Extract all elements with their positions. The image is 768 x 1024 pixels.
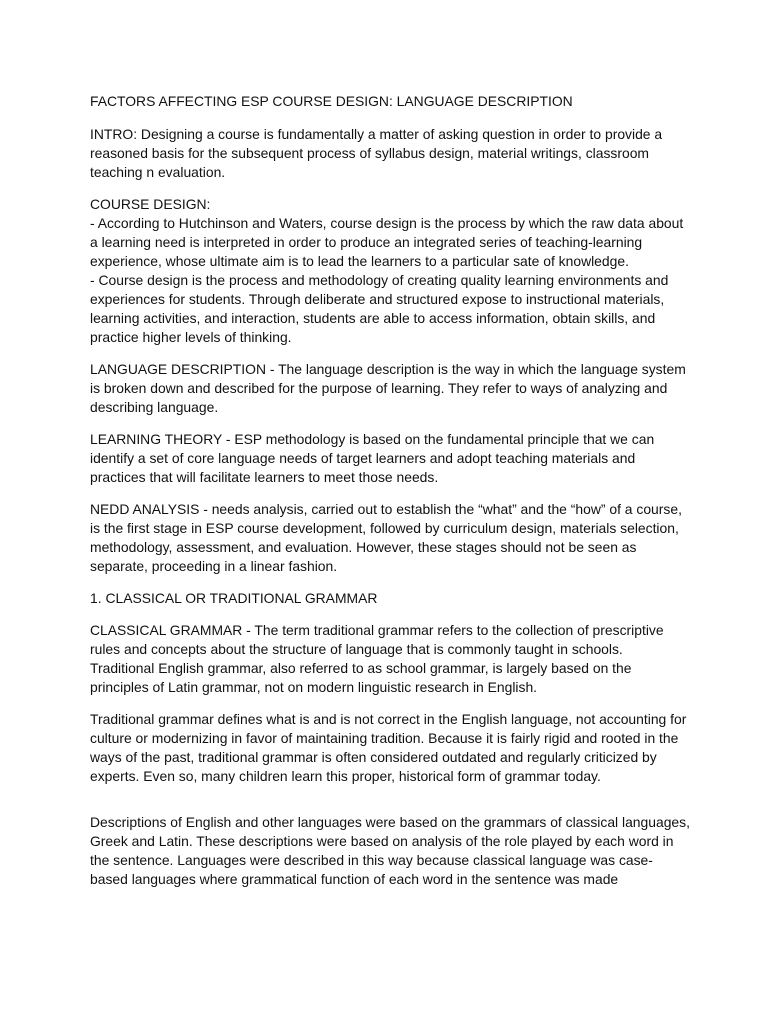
descriptions-paragraph: Descriptions of English and other languages were based on the grammars of classical languages, Greek and Latin. These descriptions were based on analysis of the role played by each word in the sentence. Languages were described in this way because classical language was case-based languages where grammatical function of each word in the sentence was made <box>90 814 690 887</box>
course-design-section <box>90 195 690 347</box>
learning-theory-paragraph: LEARNING THEORY - ESP methodology is based on the fundamental principle that we can identify a set of core language needs of target learners and adopt teaching materials and practices that will facilitate learners to meet those needs. <box>90 431 655 485</box>
course-design-point-1: - According to Hutchinson and Waters, course design is the process by which the raw data about a learning need is interpreted in order to produce an integrated series of teaching-learning experience, whose ultimate aim is to lead the learners to a particular sate of knowledge. <box>90 215 684 269</box>
document-title: FACTORS AFFECTING ESP COURSE DESIGN: LANGUAGE DESCRIPTION <box>90 93 573 109</box>
section-1-heading: 1. CLASSICAL OR TRADITIONAL GRAMMAR <box>90 590 378 606</box>
course-design-heading: COURSE DESIGN: <box>90 196 211 212</box>
classical-grammar-paragraph: CLASSICAL GRAMMAR - The term traditional grammar refers to the collection of prescriptive rules and concepts about the structure of language that is commonly taught in schools. Traditional English grammar, also referred to as school grammar, is largely based on the principles of Latin grammar, not on modern linguistic research in English. <box>90 622 664 695</box>
needs-analysis-paragraph: NEDD ANALYSIS - needs analysis, carried out to establish the “what” and the “how” of a course, is the first stage in ESP course development, followed by curriculum design, materials selection, methodology, assessment, and evaluation. However, these stages should not be seen as separate, proceeding in a linear fashion. <box>90 501 682 574</box>
course-design-point-2: - Course design is the process and methodology of creating quality learning environments and experiences for students. Through deliberate and structured expose to instructional materials, learning activities, and interaction, students are able to access information, obtain skills, and practice higher levels of thinking. <box>90 272 669 345</box>
intro-paragraph: INTRO: Designing a course is fundamentally a matter of asking question in order to provide a reasoned basis for the subsequent process of syllabus design, material writings, classroom teaching n evaluation. <box>90 126 663 180</box>
document-page <box>90 92 690 902</box>
language-description-paragraph: LANGUAGE DESCRIPTION - The language description is the way in which the language system is broken down and described for the purpose of learning. They refer to ways of analyzing and describing language. <box>90 361 686 415</box>
traditional-grammar-paragraph: Traditional grammar defines what is and is not correct in the English language, not accounting for culture or modernizing in favor of maintaining tradition. Because it is fairly rigid and rooted in the ways of the past, traditional grammar is often considered outdated and regularly criticized by experts. Even so, many children learn this proper, historical form of grammar today. <box>90 711 687 784</box>
